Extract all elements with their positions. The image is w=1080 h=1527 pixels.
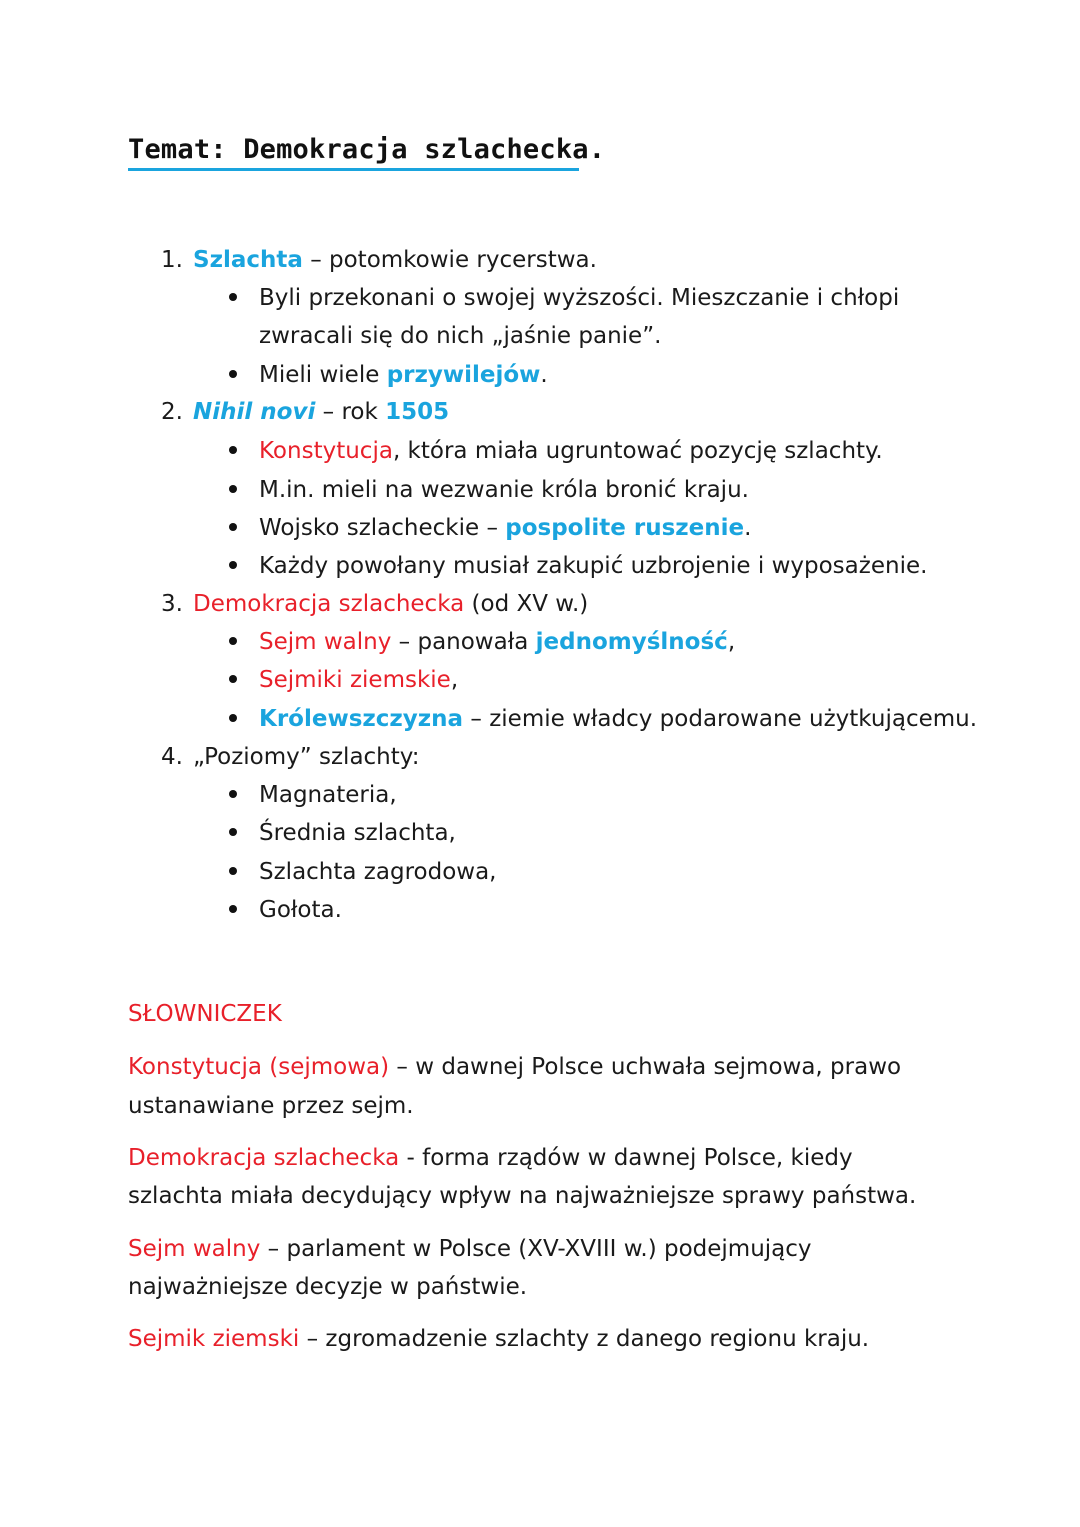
glossary-term: Konstytucja (sejmowa): [128, 1054, 390, 1080]
list-item: Szlachta zagrodowa,: [259, 859, 497, 885]
bullet-icon: [229, 828, 237, 836]
highlight: pospolite ruszenie: [505, 515, 745, 541]
section-heading: [193, 398, 449, 426]
term: Demokracja szlachecka: [193, 591, 465, 617]
glossary-entry-continued: najważniejsze decyzje w państwie.: [128, 1274, 528, 1300]
bullet-icon: [229, 523, 237, 531]
bullet-icon: [229, 561, 237, 569]
highlight: przywilejów: [386, 362, 541, 388]
glossary-heading: SŁOWNICZEK: [128, 1001, 282, 1027]
text: Mieli wiele: [259, 362, 387, 388]
section-heading: [193, 246, 597, 274]
section-heading: [193, 590, 588, 618]
list-item: M.in. mieli na wezwanie króla bronić kraju.: [259, 477, 749, 503]
list-item: [259, 666, 458, 694]
text: – potomkowie rycerstwa.: [302, 247, 597, 273]
text: – w dawnej Polsce uchwała sejmowa, prawo: [389, 1054, 902, 1080]
text: – rok: [315, 399, 386, 425]
year: 1505: [385, 399, 450, 425]
list-item-continued: zwracali się do nich „jaśnie panie”.: [259, 323, 662, 349]
bullet-icon: [229, 675, 237, 683]
text: – parlament w Polsce (XV-XVIII w.) podejmujący: [260, 1236, 812, 1262]
bullet-icon: [229, 485, 237, 493]
text: , która miała ugruntować pozycję szlachty.: [392, 438, 883, 464]
list-number: 1.: [161, 247, 183, 273]
bullet-icon: [229, 293, 237, 301]
highlight: Sejmiki ziemskie: [259, 667, 451, 693]
glossary-entry: [128, 1053, 901, 1081]
text: Wojsko szlacheckie –: [259, 515, 506, 541]
term: Szlachta: [193, 247, 303, 273]
page-title: Temat: Demokracja szlachecka.: [128, 134, 606, 165]
glossary-entry: [128, 1235, 812, 1263]
highlight: Konstytucja: [259, 438, 393, 464]
text: (od XV w.): [464, 591, 589, 617]
list-number: 3.: [161, 591, 183, 617]
text: - forma rządów w dawnej Polsce, kiedy: [399, 1145, 853, 1171]
text: ,: [727, 629, 736, 655]
list-item: Gołota.: [259, 897, 342, 923]
glossary-term: Demokracja szlachecka: [128, 1145, 400, 1171]
list-item: Magnateria,: [259, 782, 397, 808]
term: Nihil novi: [193, 399, 316, 425]
highlight: Królewszczyzna: [259, 706, 464, 732]
list-item: [259, 514, 751, 542]
list-item: Średnia szlachta,: [259, 820, 456, 846]
bullet-icon: [229, 867, 237, 875]
glossary-term: Sejmik ziemski: [128, 1326, 300, 1352]
list-item: [259, 437, 883, 465]
bullet-icon: [229, 714, 237, 722]
glossary-entry: [128, 1144, 853, 1172]
list-number: 2.: [161, 399, 183, 425]
text: – ziemie władcy podarowane użytkującemu.: [463, 706, 978, 732]
text: .: [744, 515, 752, 541]
bullet-icon: [229, 446, 237, 454]
title-underline: [128, 168, 579, 171]
highlight: jednomyślność: [535, 629, 728, 655]
bullet-icon: [229, 370, 237, 378]
text: ,: [450, 667, 459, 693]
glossary-entry: [128, 1325, 869, 1353]
bullet-icon: [229, 637, 237, 645]
bullet-icon: [229, 790, 237, 798]
glossary-entry-continued: szlachta miała decydujący wpływ na najważniejsze sprawy państwa.: [128, 1183, 917, 1209]
text: – panowała: [391, 629, 536, 655]
list-number: 4.: [161, 744, 183, 770]
list-item: [259, 705, 977, 733]
glossary-term: Sejm walny: [128, 1236, 261, 1262]
list-item: Byli przekonani o swojej wyższości. Mieszczanie i chłopi: [259, 285, 900, 311]
list-item: Każdy powołany musiał zakupić uzbrojenie i wyposażenie.: [259, 553, 928, 579]
list-item: [259, 361, 548, 389]
glossary-entry-continued: ustanawiane przez sejm.: [128, 1093, 414, 1119]
bullet-icon: [229, 905, 237, 913]
text: – zgromadzenie szlachty z danego regionu kraju.: [299, 1326, 870, 1352]
list-item: [259, 628, 735, 656]
text: .: [540, 362, 548, 388]
section-heading: „Poziomy” szlachty:: [193, 744, 420, 770]
highlight: Sejm walny: [259, 629, 392, 655]
